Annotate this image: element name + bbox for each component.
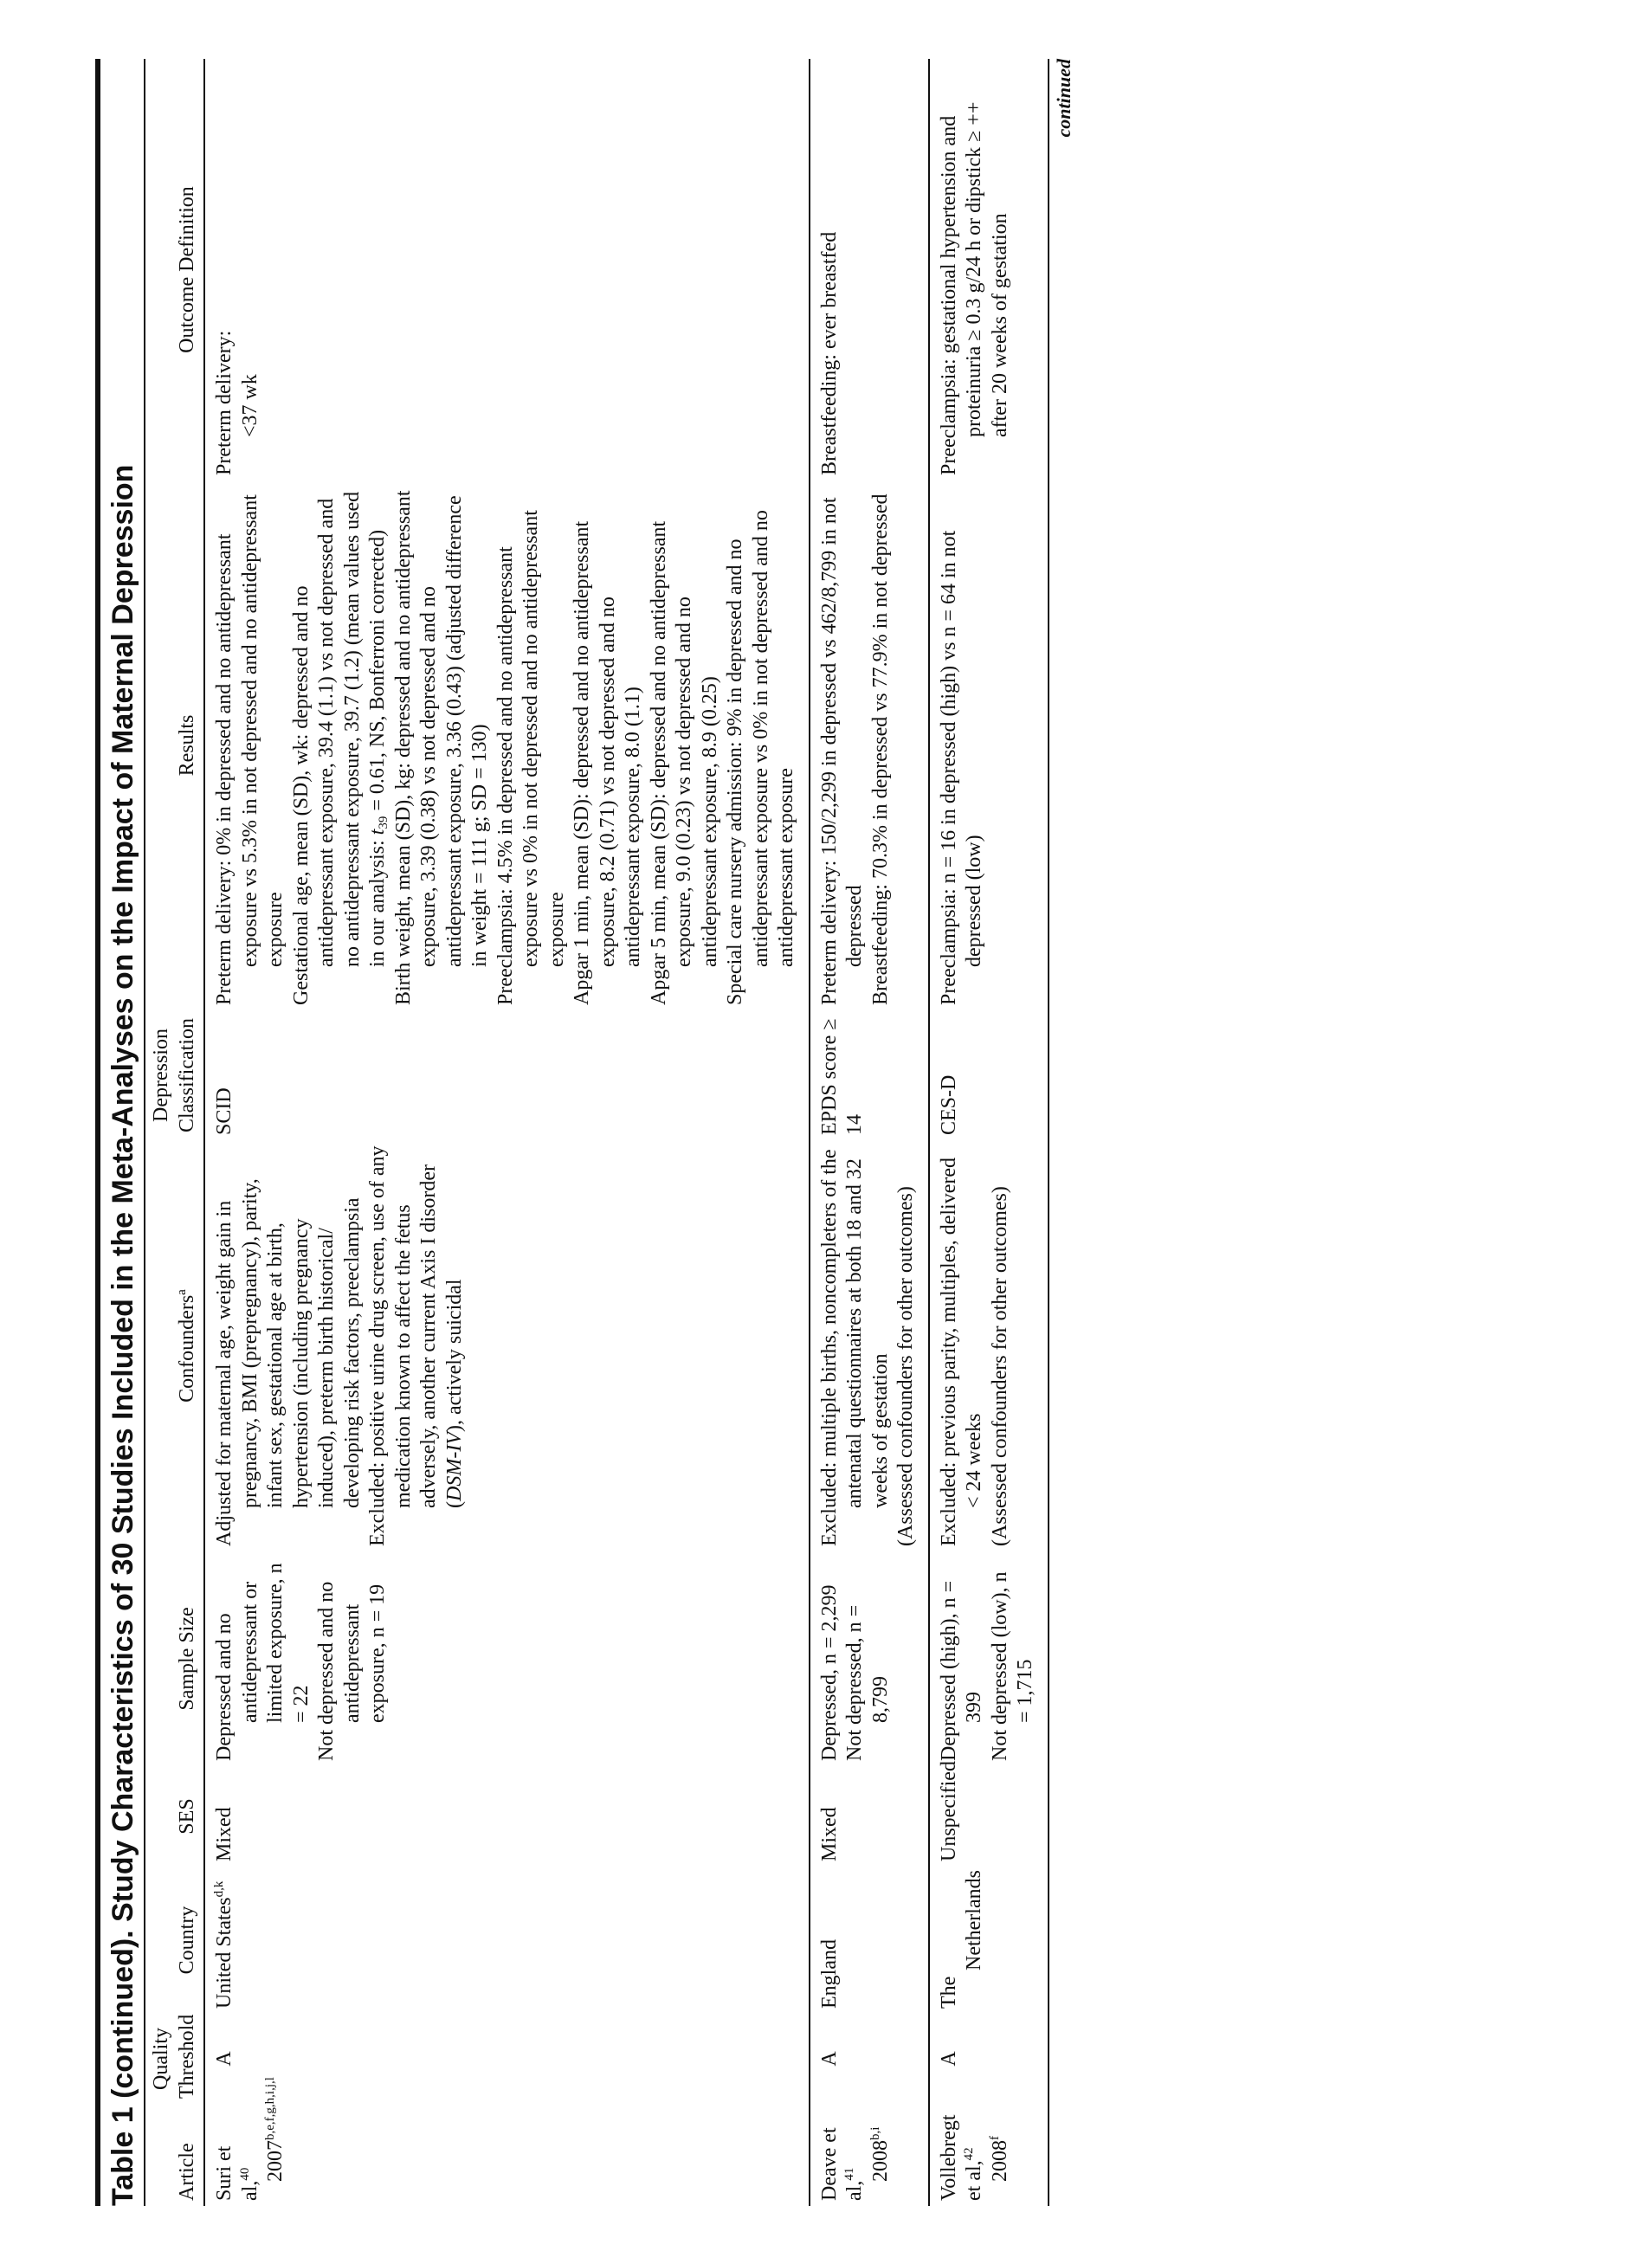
cell-sample-size [204,1551,810,1766]
header-confounders-text: Confounders [175,1294,198,1403]
header-results: Results [145,481,204,1010]
article-year-text: 2008 [868,2140,892,2182]
confounder-entry: (Assessed confounders for other outcomes) [988,1186,1011,1546]
result-entry: Preterm delivery: 150/2,299 in depressed vs 462/8,799 in not depressed [817,497,866,1005]
cell-depression: EPDS score ≥ 14 [810,1010,929,1140]
country-text: England [817,1939,841,2009]
cell-ses: Unspecified [929,1766,1049,1867]
header-article: Article [145,2104,204,2206]
cell-article [929,2104,1049,2206]
sample-group: Depressed (high), n = 399 [937,1580,985,1761]
article-author-text: Deave et al, [817,2127,866,2201]
article-author-text: Suri et al, [213,2145,261,2201]
result-entry: Preeclampsia: 4.5% in depressed and no antidepressant exposure vs 0% in not depressed and no antidepressant exposure [494,510,568,1005]
cell-confounders [204,1140,810,1551]
confounder-entry: Excluded: multiple births, noncompleters of the antenatal questionnaires at both 18 and 32 weeks of gestation [817,1149,892,1546]
outcome-line: Preterm delivery: [213,330,236,475]
article-ref: 40 [237,2167,252,2181]
article-ref: 41 [842,2167,856,2181]
cell-depression: SCID [213,1087,236,1135]
cell-outcome [810,59,929,481]
cell-ses: Mixed [213,1807,236,1861]
article-footnotes: b,e,f,g,h,i,j,l [263,2077,277,2140]
country-text: The Netherlands [937,1870,985,2009]
outcome-line: Breastfeeding: ever breastfed [817,231,841,475]
result-entry: Apgar 5 min, mean (SD): depressed and no antidepressant exposure, 9.0 (0.23) vs not depressed and no antidepressant exposure, 8.9 (0.25) [647,520,721,1005]
table-frame [95,59,1075,2206]
result-stat-df: 39 [377,816,390,829]
article-year-text: 2007 [264,2140,287,2182]
cell-results [810,481,929,1010]
header-ses: SES [145,1766,204,1867]
cell-sample-size [929,1551,1049,1766]
cell-article [810,2104,929,2206]
confounder-entry [365,1145,468,1546]
result-stat-value: = 0.61, NS, Bonferroni corrected) [366,529,389,816]
result-entry: Apgar 1 min, mean (SD): depressed and no antidepressant exposure, 8.2 (0.71) vs not depressed and no antidepressant exposure, 8.0 (1.1) [571,520,644,1005]
result-text: Gestational age, mean (SD), wk: depressed and no antidepressant exposure, 39.4 (1.1) vs not depressed and no antidepressant exposure, 39.7 (1.2) (mean values used in our analysis: [289,491,389,1005]
sample-group: Not depressed, n = 8,799 [843,1604,892,1761]
cell-results [204,481,810,1010]
result-entry: Special care nursery admission: 9% in depressed and no antidepressant exposure vs 0% in not depressed and no antidepressant exposure [724,510,797,1005]
cell-quality: A [213,2051,236,2067]
continued-label: continued [1052,59,1074,138]
result-entry: Preeclampsia: n = 16 in depressed (high) vs n = 64 in not depressed (low) [937,530,985,1005]
cell-quality: A [929,2014,1049,2104]
study-table [144,59,1049,2206]
header-confounders [145,1140,204,1551]
header-depression-line2: Classification [175,1018,198,1132]
cell-country [810,1867,929,2014]
article-year-text: 2008 [988,2140,1011,2182]
confounder-entry: (Assessed confounders for other outcomes) [894,1186,917,1546]
sample-group: Depressed and no antidepressant or limited exposure, n = 22 [213,1563,313,1761]
cell-country [929,1867,1049,2014]
article-footnotes: b,i [868,2126,882,2140]
country-text: United States [213,1897,236,2009]
confounder-entry: Excluded: previous parity, multiples, delivered < 24 weeks [937,1158,985,1546]
article-footnotes: f [987,2136,1002,2140]
article-author-text: Vollebregt et al, [937,2114,985,2201]
cell-depression: CES-D [929,1010,1049,1140]
confounder-text: Excluded: positive urine drug screen, use of any medication known to affect the fetus adversely, another current Axis I disorder ( [366,1145,466,1546]
result-entry: Birth weight, mean (SD), kg: depressed and no antidepressant exposure, 3.39 (0.38) vs not depressed and no antidepressant exposure, 3.36 (0.43) (adjusted difference in weight = 111 g; SD = 130) [391,490,491,1005]
table-row [204,59,810,2206]
table-row [929,59,1049,2206]
article-ref: 42 [962,2147,976,2161]
header-quality-line1: Quality [150,2028,172,2090]
confounder-entry: Adjusted for maternal age, weight gain in pregnancy, BMI (prepregnancy), parity, infant sex, gestational age at birth, hypertension (including pregnancy induced), preterm birth historical/ developing risk factors, preeclampsia [213,1178,364,1546]
header-sample-size: Sample Size [145,1551,204,1766]
article-author [937,2109,988,2201]
cell-quality: A [810,2014,929,2104]
confounder-dsm: DSM-IV [442,1432,466,1501]
article-year [868,2109,894,2201]
cell-ses: Mixed [810,1766,929,1867]
article-year [263,2077,289,2201]
sample-group: Not depressed (low), n = 1,715 [988,1571,1036,1761]
header-country: Country [145,1867,204,2014]
header-quality-line2: Threshold [175,2014,198,2099]
outcome-line: Preeclampsia: gestational hypertension and proteinuria ≥ 0.3 g/24 h or dipstick ≥ ++ after 20 weeks of gestation [937,101,1011,475]
country-footnotes: d,k [212,1880,226,1898]
sample-group: Depressed, n = 2,299 [817,1584,841,1761]
header-depression [145,1010,204,1140]
header-row [145,59,204,2206]
table-title: Table 1 (continued). Study Characteristics of 30 Studies Included in the Meta-Analyses on the Impact of Maternal Depression [95,59,144,2206]
table-row [810,59,929,2206]
cell-confounders [810,1140,929,1551]
cell-country [204,1867,810,2014]
header-depression-line1: Depression [150,1029,172,1122]
article-author [212,2109,263,2201]
result-entry: Preterm delivery: 0% in depressed and no antidepressant exposure vs 5.3% in not depressed and no antidepressant exposure [213,494,287,1005]
cell-outcome [929,59,1049,481]
result-entry: Breastfeeding: 70.3% in depressed vs 77.9% in not depressed [868,493,892,1005]
confounder-text-end: ), actively suicidal [442,1279,466,1433]
cell-confounders [929,1140,1049,1551]
sample-group: Not depressed and no antidepressant exposure, n = 19 [315,1581,389,1761]
outcome-line: <37 wk [238,374,261,437]
cell-sample-size [810,1551,929,1766]
cell-article [204,2077,810,2206]
article-year [988,2109,1014,2201]
header-quality [145,2014,204,2104]
cell-results [929,481,1049,1010]
header-outcome: Outcome Definition [145,59,204,481]
result-entry [289,486,391,1005]
header-confounders-footnote: a [174,1289,189,1295]
cell-outcome [204,59,810,481]
result-stat-symbol: t [366,829,389,835]
article-author [817,2109,868,2201]
